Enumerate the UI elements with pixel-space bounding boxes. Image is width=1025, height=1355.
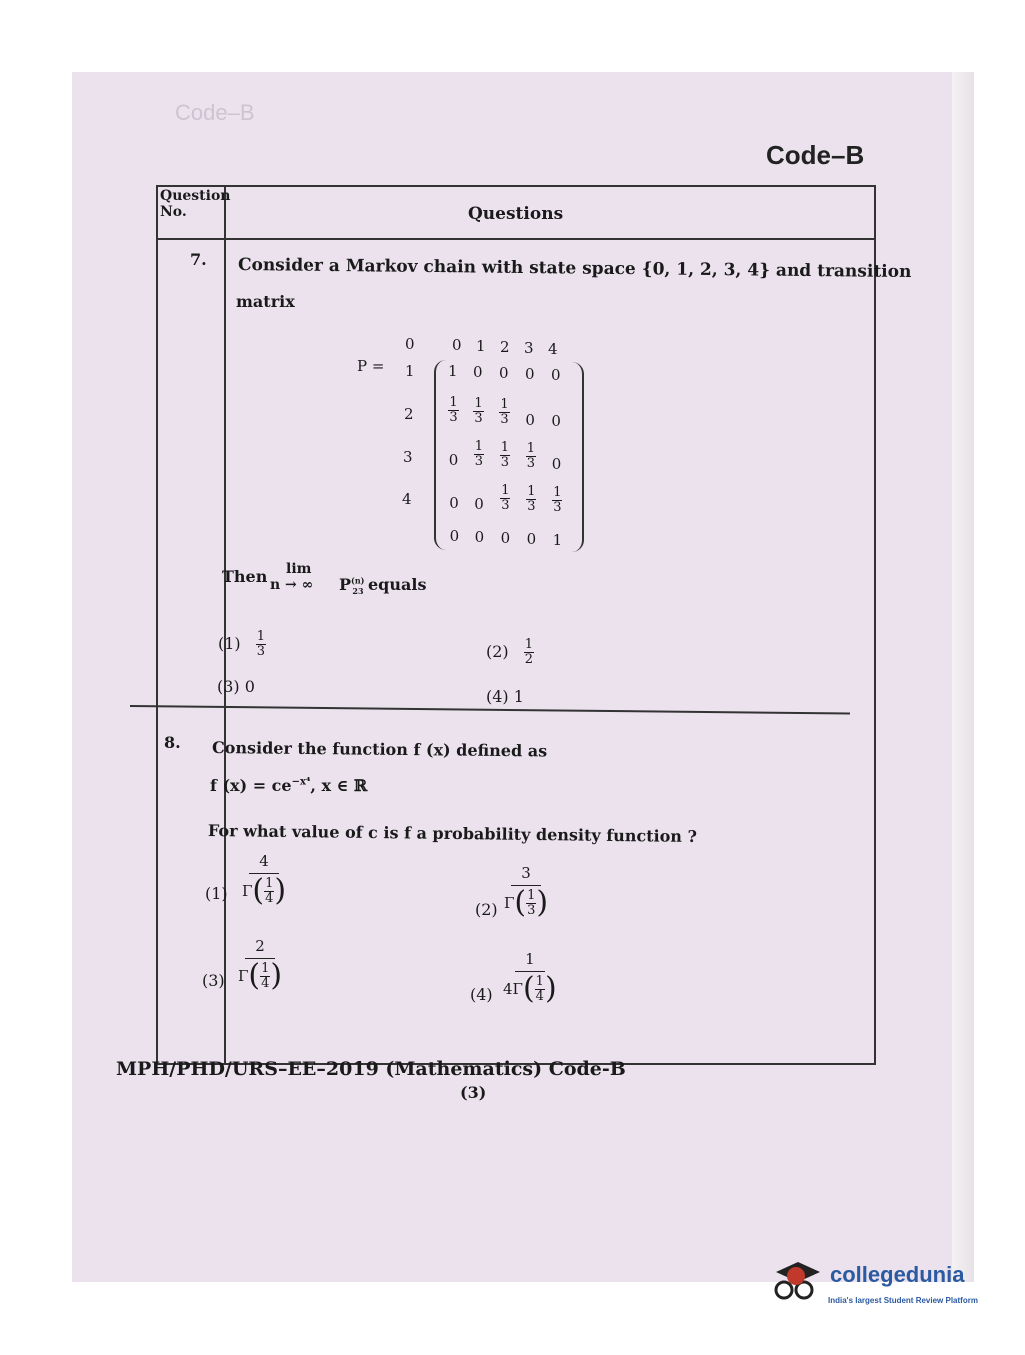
q8-option-1-expr: 4 Γ ( $\frac{1}{4}$ ) xyxy=(242,852,287,908)
lim-subscript: n → ∞ xyxy=(270,577,314,593)
p-label: P = xyxy=(357,357,385,375)
col-label: 3 xyxy=(524,339,534,357)
matrix-entry: 1 xyxy=(448,362,458,380)
matrix-entry: 0 xyxy=(525,365,535,383)
lim-text: lim xyxy=(286,561,312,577)
row-label: 1 xyxy=(405,362,415,380)
equals-text: equals xyxy=(368,575,427,594)
page-number: (3) xyxy=(460,1083,487,1102)
code-label: Code–B xyxy=(766,140,865,170)
q7-option-2: (2) $\frac{1}{2}$ xyxy=(486,637,534,667)
q8-option-2-expr: 3 Γ ( $\frac{1}{3}$ ) xyxy=(504,864,549,920)
column-divider xyxy=(224,185,226,1065)
header-divider xyxy=(156,238,876,240)
matrix-entry: 0 xyxy=(449,494,459,512)
matrix-entry: 0 xyxy=(500,529,511,547)
matrix-entry: $\frac{1}{3}$ xyxy=(474,439,484,469)
q7-text: Consider a Markov chain with state space {0, 1, 2, 3, 4} and transition xyxy=(237,255,912,283)
left-paren xyxy=(434,360,446,550)
q7-option-3: (3) 0 xyxy=(217,677,255,696)
row-label: 2 xyxy=(404,405,414,423)
matrix-entry: $\frac{1}{3}$ xyxy=(474,396,483,426)
matrix-entry: 0 xyxy=(449,527,460,545)
header-questions: Questions xyxy=(468,204,564,224)
q7-text-matrix: matrix xyxy=(236,292,295,311)
q8-option-2-label: (2) xyxy=(475,900,498,919)
col-label: 2 xyxy=(500,338,510,356)
q8-option-4-expr: 1 4Γ ( $\frac{1}{4}$ ) xyxy=(503,950,557,1006)
right-paren xyxy=(572,362,584,552)
footer-title: MPH/PHD/URS–EE–2019 (Mathematics) Code-B xyxy=(116,1058,626,1080)
questions-table xyxy=(156,185,876,1065)
matrix-entry: $\frac{1}{3}$ xyxy=(527,484,536,514)
ghost-code-text: Code–B xyxy=(175,100,255,125)
matrix-entry: $\frac{1}{3}$ xyxy=(553,485,562,515)
q8-option-3-label: (3) xyxy=(202,971,225,990)
matrix-entry: $\frac{1}{3}$ xyxy=(501,483,510,513)
matrix-entry: 0 xyxy=(473,363,483,381)
matrix-entry: 0 xyxy=(551,412,561,430)
logo-brand: collegedunia xyxy=(830,1262,965,1287)
matrix-entry: $\frac{1}{3}$ xyxy=(526,441,536,471)
header-question-no: Question No. xyxy=(160,188,231,220)
q8-option-1-label: (1) xyxy=(205,884,228,903)
q8-question: For what value of c is f a probability density function ? xyxy=(207,821,698,846)
q8-number: 8. xyxy=(164,733,181,752)
page-edge xyxy=(952,72,974,1282)
matrix-entry: 0 xyxy=(551,366,561,384)
q7-option-4: (4) 1 xyxy=(486,687,524,706)
col-label: 1 xyxy=(476,337,486,355)
matrix-entry: $\frac{1}{3}$ xyxy=(500,397,509,427)
matrix-entry: 0 xyxy=(526,530,537,548)
matrix-entry: 1 xyxy=(552,531,563,549)
col-label: 4 xyxy=(548,340,558,358)
matrix-entry: 0 xyxy=(499,364,509,382)
q7-number: 7. xyxy=(190,250,207,269)
matrix-entry: 0 xyxy=(448,451,459,469)
q8-function: f $(x) = ce^{-x^4}$, x ∈ ℝ xyxy=(210,776,368,795)
q8-text: Consider the function f (x) defined as xyxy=(211,738,548,761)
row-label: 3 xyxy=(403,448,413,466)
col-label: 0 xyxy=(452,336,462,354)
matrix-entry: 0 xyxy=(474,528,485,546)
then-text: Then xyxy=(222,567,268,586)
matrix-entry: 0 xyxy=(525,411,535,429)
p-expression: $P^{(n)}_{23}$ xyxy=(339,575,365,597)
row-label: 0 xyxy=(405,335,415,353)
matrix-entry: $\frac{1}{3}$ xyxy=(449,395,458,425)
logo-tagline: India's largest Student Review Platform xyxy=(828,1296,978,1305)
matrix-entry: $\frac{1}{3}$ xyxy=(500,440,510,470)
collegedunia-logo-icon xyxy=(770,1254,826,1310)
q8-option-4-label: (4) xyxy=(470,985,493,1004)
q8-option-3-expr: 2 Γ ( $\frac{1}{4}$ ) xyxy=(238,937,283,993)
q7-option-1: (1) $\frac{1}{3}$ xyxy=(218,629,266,659)
matrix-entry: 0 xyxy=(474,495,484,513)
row-label: 4 xyxy=(402,490,412,508)
matrix-entry: 0 xyxy=(551,455,562,473)
